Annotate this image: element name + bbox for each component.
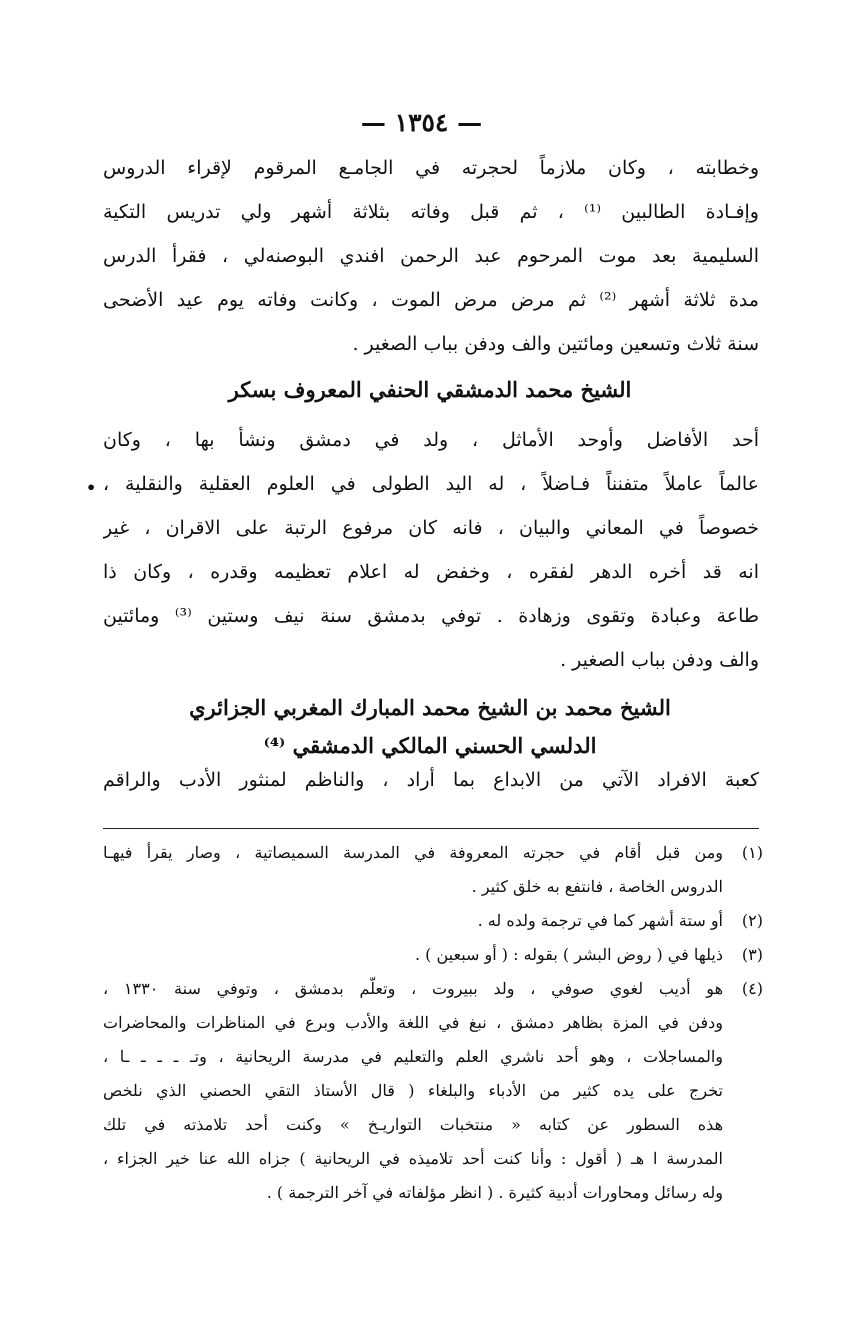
footnote-line: هذه السطور عن كتابه « منتخبات التواريـخ » وكنت أحد تلامذته في تلك	[103, 1115, 723, 1134]
margin-dot: •	[86, 478, 97, 497]
text-line: عالماً عاملاً متفنناً فـاضلاً ، له اليد الطولى في العلوم العقلية والنقلية ،	[103, 473, 759, 495]
biography-heading: الشيخ محمد الدمشقي الحنفي المعروف بسكر	[228, 377, 632, 402]
footnote-line: المدرسة ا هـ ( أقول : وأنا كنت أحد تلاميذه في الريحانية ) جزاه الله عنا خير الجزاء ،	[103, 1149, 723, 1168]
page-number: — ١٣٥٤ —	[360, 108, 483, 137]
footnote-line: الدروس الخاصة ، فانتفع به خلق كثير .	[471, 877, 723, 896]
text-line: خصوصاً في المعاني والبيان ، فانه كان مرفوع الرتبة على الاقران ، غير	[103, 517, 759, 539]
footnote-line: هو أديب لغوي صوفي ، ولد ببيروت ، وتعلّم بدمشق ، وتوفي سنة ١٣٣٠ ،	[103, 979, 723, 998]
biography-paragraph	[103, 418, 759, 682]
text-line: أحد الأفاضل وأوحد الأماثل ، ولد في دمشق ونشأ بها ، وكان	[103, 429, 759, 451]
footnote-number: (١)	[741, 843, 763, 862]
footnote-line: ودفن في المزة بظاهر دمشق ، نبغ في اللغة والأدب وبرع في المناظرات والمحاضرات	[103, 1013, 723, 1032]
footnote-line: تخرج على يده كثير من الأدباء والبلغاء ( قال الأستاذ التقي الحصني الذي نلخص	[103, 1081, 723, 1100]
text-line: طاعة وعبادة وتقوى وزهادة . توفي بدمشق سنة نيف وستين ⁽³⁾ ومائتين	[103, 605, 759, 627]
footnote-number: (٤)	[741, 979, 763, 998]
footnote-divider	[103, 828, 759, 829]
footnote-line: وله رسائل ومحاورات أدبية كثيرة . ( انظر مؤلفاته في آخر الترجمة ) .	[266, 1183, 723, 1202]
footnotes	[103, 836, 763, 1210]
footnote-line: أو ستة أشهر كما في ترجمة ولده له .	[477, 911, 723, 930]
biography-paragraph	[103, 758, 759, 802]
footnote-number: (٢)	[741, 911, 763, 930]
text-line: وخطابته ، وكان ملازماً لحجرته في الجامـع المرقوم لإقراء الدروس	[103, 157, 759, 179]
footnote	[103, 904, 763, 938]
text-line: كعبة الافراد الآتي من الابداع بما أراد ، والناظم لمنثور الأدب والراقم	[103, 769, 759, 791]
biography-heading-line-2: الدلسي الحسني المالكي الدمشقي ⁽⁴⁾	[263, 733, 597, 758]
text-line: والف ودفن بباب الصغير .	[560, 649, 759, 671]
text-line: انه قد أخره الدهر لفقره ، وخفض له اعلام تعظيمه وقدره ، وكان ذا	[103, 561, 759, 583]
footnote	[103, 972, 763, 1210]
biography-heading-line-1: الشيخ محمد بن الشيخ محمد المبارك المغربي الجزائري	[189, 695, 671, 720]
text-line: وإفـادة الطالبين ⁽¹⁾ ، ثم قبل وفاته بثلاثة أشهر ولي تدريس التكية	[103, 201, 759, 223]
text-line: سنة ثلاث وتسعين ومائتين والف ودفن بباب الصغير .	[352, 333, 759, 355]
footnote-line: ومن قبل أقام في حجرته المعروفة في المدرسة السميصاتية ، وصار يقرأ فيهـا	[103, 843, 723, 862]
text-line: مدة ثلاثة أشهر ⁽²⁾ ثم مرض مرض الموت ، وكانت وفاته يوم عيد الأضحى	[103, 289, 759, 311]
paragraph-continuation	[103, 146, 759, 366]
text-line: السليمية بعد موت المرحوم عبد الرحمن افندي البوصنه‌لي ، فقرأ الدرس	[103, 245, 759, 267]
footnote	[103, 836, 763, 904]
footnote-line: والمساجلات ، وهو أحد ناشري العلم والتعليم في مدرسة الريحانية ، وتـ ـ ـ ـ ـا ،	[103, 1047, 723, 1066]
footnote-line: ذيلها في ( روض البشر ) بقوله : ( أو سبعين ) .	[414, 945, 723, 964]
footnote	[103, 938, 763, 972]
footnote-number: (٣)	[741, 945, 763, 964]
